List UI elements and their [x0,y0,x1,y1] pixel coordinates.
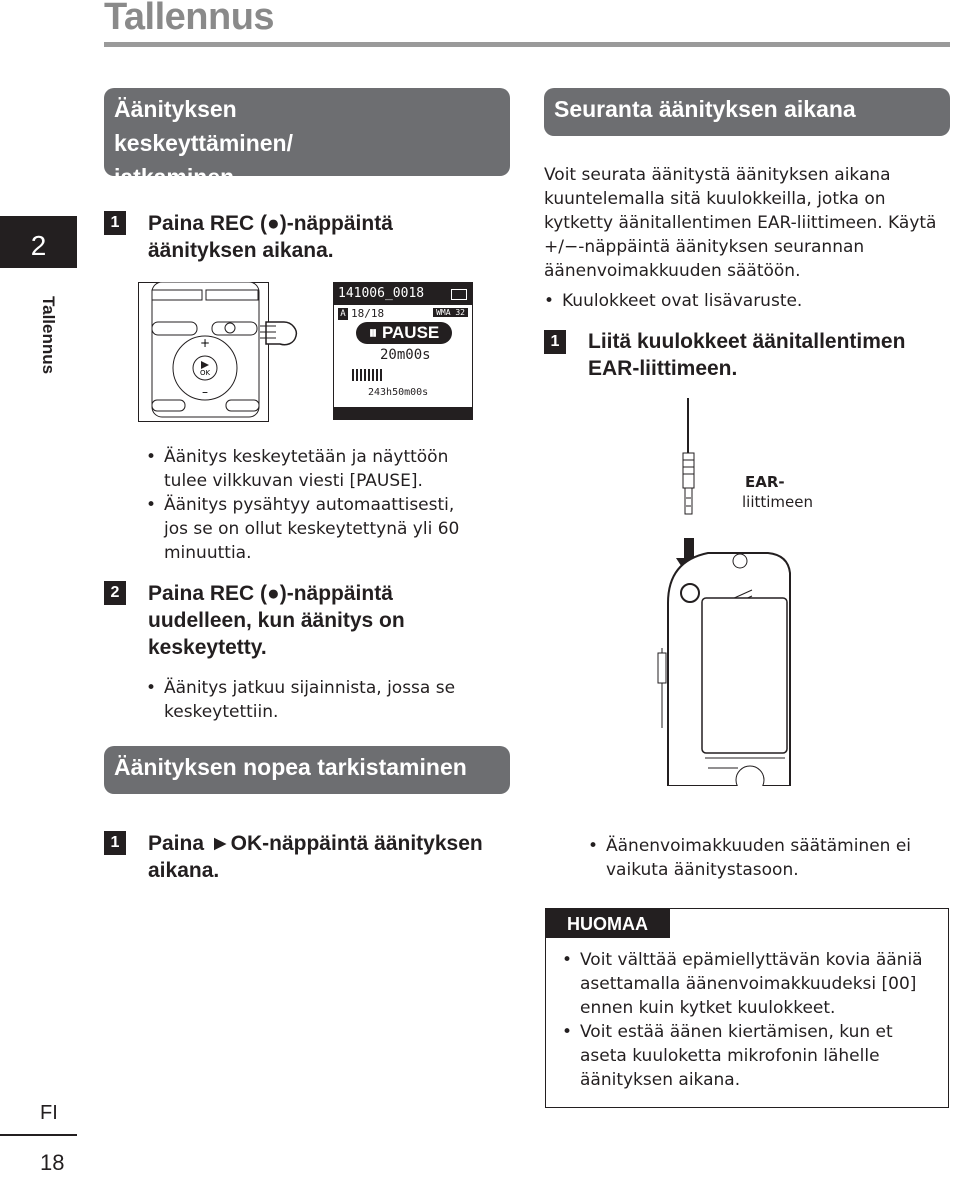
display-elapsed: 20m00s [380,347,431,363]
display-remain: 243h50m00s [368,387,429,398]
section-heading-pause-text: Äänityksen keskeyttäminen/ jatkaminen [114,96,293,190]
display-footer [334,407,472,419]
chapter-label: Tallennus [39,296,58,375]
display-count: 18/18 [351,307,385,320]
list-item: • Voit välttää epämiellyttävän kovia ääniä asettamalla äänenvoimakkuudeksi [00] ennen kuin kytket kuulokkeet. [562,948,937,1020]
ear-label-line: EAR- [745,473,785,491]
section-heading-quick-check: Äänityksen nopea tarkistaminen [104,746,510,794]
bullet-list [588,834,918,882]
ear-jack-label [742,472,832,512]
page-number: 18 [40,1150,65,1175]
svg-text:OK: OK [199,369,211,377]
step-line: Paina REC (●)-näppäintä [148,212,393,235]
step-instruction: Paina REC (●)-näppäintä uudelleen, kun äänitys on keskeytetty. [148,582,405,659]
headphone-connection-illustration [650,398,800,786]
step-number: 1 [544,330,566,354]
title-rule [104,42,950,47]
step-number: 2 [104,581,126,605]
list-item: • Äänenvoimakkuuden säätäminen ei vaikuta äänitystasoon. [588,834,918,882]
list-item: • Äänitys keskeytetään ja näyttöön tulee vilkkuvan viesti [PAUSE]. [146,445,476,493]
list-item: • Voit estää äänen kiertämisen, kun et aseta kuuloketta mikrofonin lähelle äänityksen aikana. [562,1020,937,1092]
language-code: FI [40,1102,58,1124]
display-format: WMA 32 [433,308,468,317]
step-number: 1 [104,211,126,235]
note-title: HUOMAA [545,908,670,938]
bullet-list [146,445,476,565]
step-instruction: Paina ►OK-näppäintä äänityksen aikana. [148,832,483,882]
pause-icon: ⏸ [368,323,382,342]
display-status: PAUSE [381,323,440,342]
display-file: 141006_0018 [334,283,472,305]
list-item: • Kuulokkeet ovat lisävaruste. [544,289,944,313]
pause-indicator [356,322,452,344]
battery-icon [451,289,467,300]
step-number: 1 [104,831,126,855]
svg-text:+: + [199,336,211,350]
list-item: • Äänitys pysähtyy automaattisesti, jos se on ollut keskeytettynä yli 60 minuuttia. [146,493,476,565]
chapter-label-wrap [36,296,60,386]
step-instruction: Liitä kuulokkeet äänitallentimen EAR-liittimeen. [588,330,906,380]
footer-rule [0,1134,77,1136]
bullet-list [544,289,944,313]
section-heading-monitor: Seuranta äänityksen aikana [544,88,950,136]
svg-text:–: – [202,385,208,399]
bullet-list [146,676,456,724]
chapter-number: 2 [0,216,77,268]
section-heading-pause [104,88,510,190]
step-instruction [148,210,508,264]
display-illustration [333,282,473,420]
folder-icon: A [338,308,348,320]
recorder-buttons-illustration [138,282,300,422]
ear-label-line: liittimeen [742,493,814,511]
step-line: äänityksen aikana. [148,239,334,262]
page-title: Tallennus [104,0,275,38]
level-meter [352,369,382,381]
list-item: • Äänitys jatkuu sijainnista, jossa se keskeytettiin. [146,676,456,724]
intro-paragraph: Voit seurata äänitystä äänityksen aikana kuuntelemalla sitä kuulokkeilla, jotka on kytketty äänitallentimen EAR-liittimeen. Käytä +/−-näppäintä äänityksen seurannan äänenvoimakkuuden säätöön. [544,165,937,281]
note-list [562,948,937,1092]
